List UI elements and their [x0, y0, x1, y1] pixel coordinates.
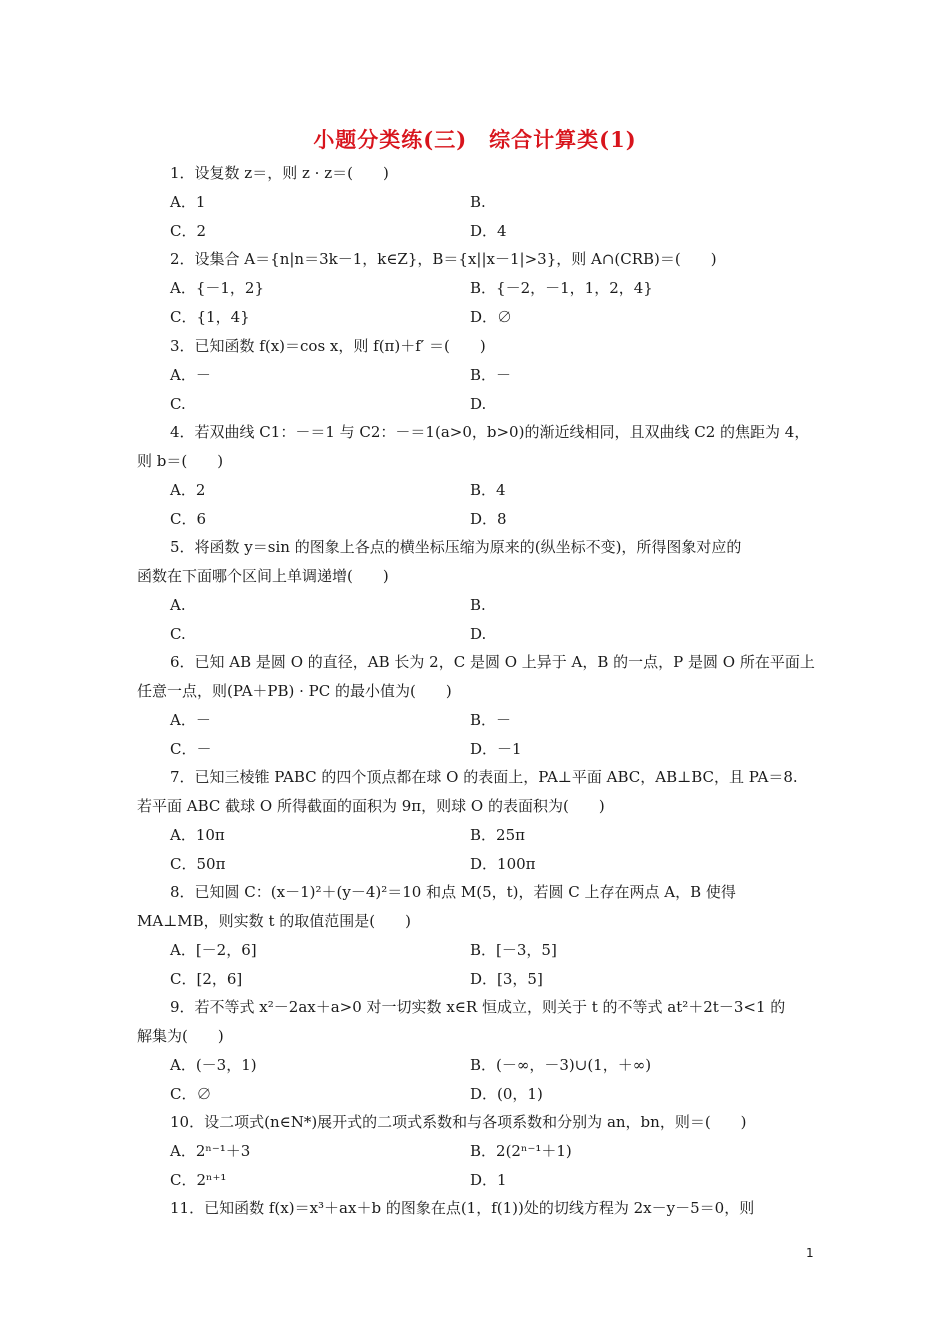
question-line: 1．设复数 z＝，则 z · z＝( ): [170, 164, 389, 182]
option-right: D.: [470, 625, 487, 643]
question-line: 3．已知函数 f(x)＝cos x，则 f(π)＋f′ ＝( ): [170, 337, 486, 355]
option-right: B．4: [470, 481, 506, 499]
question-line: 7．已知三棱锥 PABC 的四个顶点都在球 O 的表面上，PA⊥平面 ABC，AB⊥BC，且 PA＝8.: [170, 768, 798, 786]
option-right: B．2(2ⁿ⁻¹＋1): [470, 1142, 572, 1160]
option-right: D．4: [470, 222, 507, 240]
question-line: 9．若不等式 x²－2ax＋a>0 对一切实数 x∈R 恒成立，则关于 t 的不等式 at²＋2t－3<1 的: [170, 998, 786, 1016]
option-right: B．25π: [470, 826, 525, 844]
option-right: B．{－2，－1，1，2，4}: [470, 279, 653, 297]
option-left: A.: [170, 596, 186, 614]
option-right: D．－1: [470, 740, 522, 758]
option-right: D．(0，1): [470, 1085, 543, 1103]
option-right: D．100π: [470, 855, 536, 873]
option-left: A．－: [170, 711, 211, 729]
option-left: C．50π: [170, 855, 226, 873]
option-left: A．2ⁿ⁻¹＋3: [170, 1142, 251, 1160]
page-number: 1: [806, 1246, 814, 1260]
option-right: D．∅: [470, 308, 513, 326]
option-left: A．2: [170, 481, 206, 499]
option-left: C．[2，6]: [170, 970, 243, 988]
option-left: C．－: [170, 740, 212, 758]
option-left: A．－: [170, 366, 211, 384]
question-line: 11．已知函数 f(x)＝x³＋ax＋b 的图象在点(1，f(1))处的切线方程为 2x－y－5＝0，则: [170, 1199, 755, 1217]
option-left: A．10π: [170, 826, 225, 844]
question-line: 10．设二项式(n∈N*)展开式的二项式系数和与各项系数和分别为 an，bn，则＝( ): [170, 1113, 747, 1131]
option-left: C．2ⁿ⁺¹: [170, 1171, 227, 1189]
question-continuation: 则 b＝( ): [137, 452, 224, 470]
option-right: D.: [470, 395, 487, 413]
option-right: D．1: [470, 1171, 507, 1189]
option-right: B.: [470, 193, 486, 211]
option-right: B.: [470, 596, 486, 614]
question-continuation: 解集为( ): [137, 1027, 224, 1045]
question-continuation: 若平面 ABC 截球 O 所得截面的面积为 9π，则球 O 的表面积为( ): [137, 797, 605, 815]
option-left: C．∅: [170, 1085, 212, 1103]
question-line: 2．设集合 A＝{n|n＝3k－1，k∈Z}，B＝{x||x－1|>3}，则 A∩(CRB)＝( ): [170, 250, 717, 268]
option-left: C．2: [170, 222, 207, 240]
option-right: B．－: [470, 711, 512, 729]
option-left: C.: [170, 625, 186, 643]
option-left: C.: [170, 395, 186, 413]
option-right: B．－: [470, 366, 512, 384]
option-right: B．[－3，5]: [470, 941, 557, 959]
option-right: D．[3，5]: [470, 970, 543, 988]
page-title: 小题分类练(三) 综合计算类(1): [313, 127, 637, 152]
option-left: C．{1，4}: [170, 308, 250, 326]
question-continuation: MA⊥MB，则实数 t 的取值范围是( ): [137, 912, 411, 930]
option-right: B．(－∞，－3)∪(1，＋∞): [470, 1056, 652, 1074]
option-left: A．(－3，1): [170, 1056, 257, 1074]
question-line: 5．将函数 y＝sin 的图象上各点的横坐标压缩为原来的(纵坐标不变)，所得图象对应的: [170, 538, 742, 556]
option-right: D．8: [470, 510, 507, 528]
question-continuation: 函数在下面哪个区间上单调递增( ): [137, 567, 389, 585]
question-line: 8．已知圆 C：(x－1)²＋(y－4)²＝10 和点 M(5，t)，若圆 C 上存在两点 A，B 使得: [170, 883, 736, 901]
option-left: A．1: [170, 193, 206, 211]
question-continuation: 任意一点，则(PA＋PB) · PC 的最小值为( ): [137, 682, 452, 700]
question-line: 4．若双曲线 C1：－＝1 与 C2：－＝1(a>0，b>0)的渐近线相同，且双曲线 C2 的焦距为 4，: [170, 423, 810, 441]
question-line: 6．已知 AB 是圆 O 的直径，AB 长为 2，C 是圆 O 上异于 A，B 的一点，P 是圆 O 所在平面上: [170, 653, 815, 671]
option-left: A．[－2，6]: [170, 941, 257, 959]
option-left: A．{－1，2}: [170, 279, 265, 297]
option-left: C．6: [170, 510, 207, 528]
